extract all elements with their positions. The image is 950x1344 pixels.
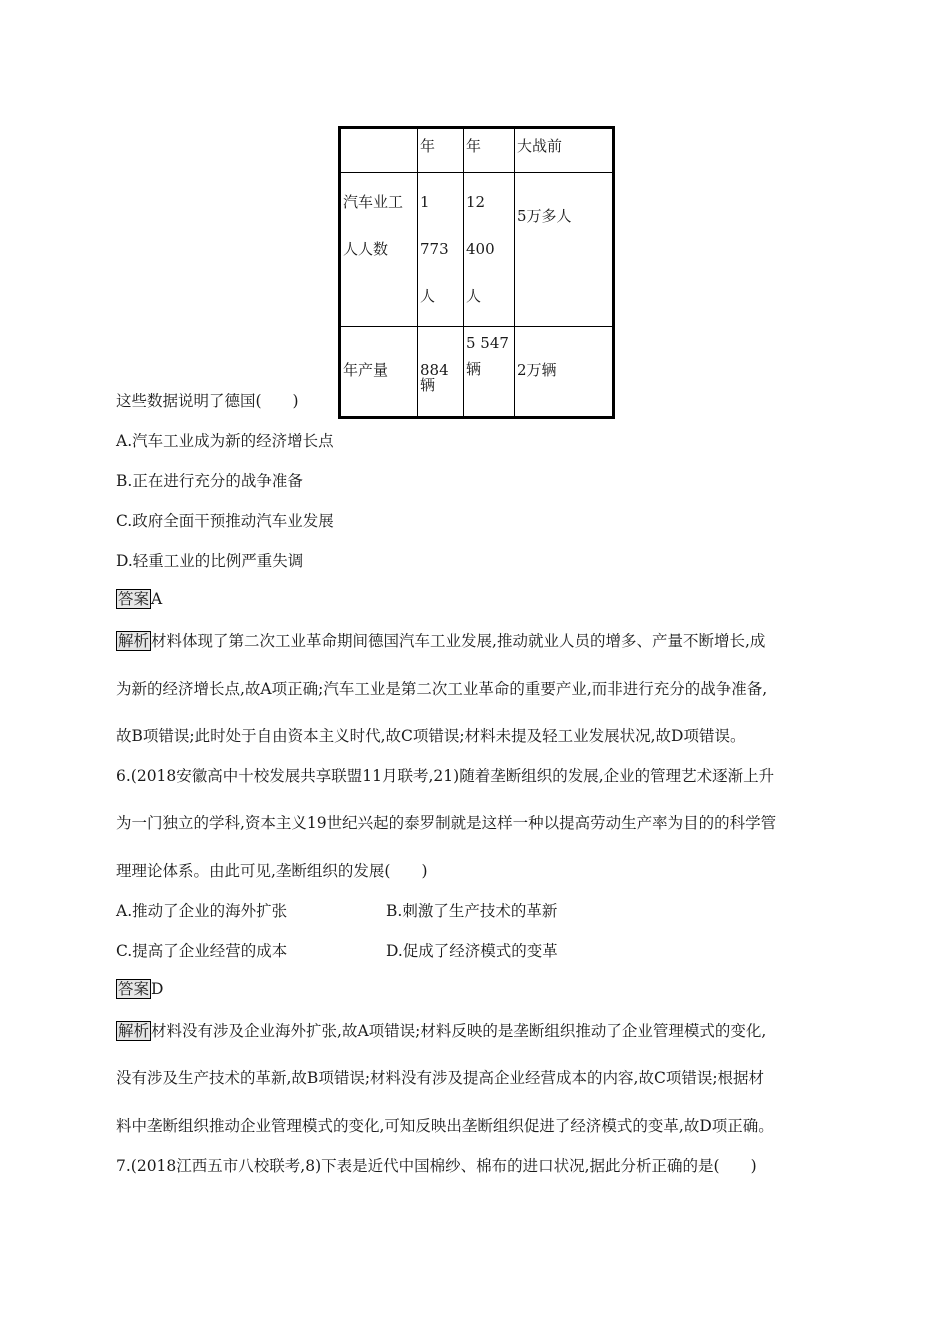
- q6-option-d: D.促成了经济模式的变革: [386, 942, 558, 960]
- q6-analysis-line: 料中垄断组织推动企业管理模式的变化,可知反映出垄断组织促进了经济模式的变革,故D项正确。: [116, 1117, 774, 1135]
- q5-analysis-line: 故B项错误;此时处于自由资本主义时代,故C项错误;材料未提及轻工业发展状况,故D项错误。: [116, 727, 746, 745]
- table-cell: [464, 173, 515, 327]
- cell-line: 人: [420, 287, 436, 305]
- q5-answer: [116, 589, 162, 609]
- q5-option-b: B.正在进行充分的战争准备: [116, 472, 303, 490]
- data-table: [338, 126, 615, 419]
- table-header-row: [340, 128, 614, 173]
- q6-answer: [116, 979, 163, 999]
- table-cell: [515, 327, 614, 418]
- cell-line: 5万多人: [517, 207, 572, 225]
- q5-option-d: D.轻重工业的比例严重失调: [116, 552, 304, 570]
- table-row: [340, 173, 614, 327]
- header-cell: 大战前: [515, 128, 614, 173]
- q5-option-a: A.汽车工业成为新的经济增长点: [116, 432, 334, 450]
- header-cell: 年: [418, 128, 464, 173]
- q5-stem: 这些数据说明了德国( ): [116, 392, 299, 410]
- table-cell: [464, 327, 515, 418]
- row-label-line: 人人数: [343, 240, 389, 258]
- cell-line: 人: [466, 287, 482, 305]
- q6-option-b: B.刺激了生产技术的革新: [386, 902, 558, 920]
- table-cell: [418, 173, 464, 327]
- analysis-tag: 解析: [118, 1022, 150, 1040]
- q6-stem-line: 理理论体系。由此可见,垄断组织的发展( ): [116, 862, 428, 880]
- row-label-cell: [340, 327, 418, 418]
- q5-analysis-line: [116, 629, 765, 651]
- q6-analysis-line: 没有涉及生产技术的革新,故B项错误;材料没有涉及提高企业经营成本的内容,故C项错误;根据材: [116, 1069, 765, 1087]
- q7-stem: 7.(2018江西五市八校联考,8)下表是近代中国棉纱、棉布的进口状况,据此分析正确的是( ): [116, 1157, 757, 1175]
- row-label-line: 汽车业工: [343, 193, 404, 211]
- row-label-line: 年产量: [343, 361, 389, 379]
- header-cell: [340, 128, 418, 173]
- cell-line: 1 773: [420, 193, 449, 258]
- table-cell: [515, 173, 614, 327]
- table-row: [340, 327, 614, 418]
- q6-analysis-line: [116, 1019, 766, 1041]
- answer-value: A: [151, 590, 163, 608]
- analysis-text: 材料没有涉及企业海外扩张,故A项错误;材料反映的是垄断组织推动了企业管理模式的变化,: [151, 1022, 767, 1040]
- cell-line: 5 547: [466, 334, 509, 352]
- q6-stem-line: 6.(2018安徽高中十校发展共享联盟11月联考,21)随着垄断组织的发展,企业的管理艺术逐渐上升: [116, 767, 775, 785]
- header-cell: 年: [464, 128, 515, 173]
- q6-stem-line: 为一门独立的学科,资本主义19世纪兴起的泰罗制就是这样一种以提高劳动生产率为目的的科学管: [116, 814, 777, 832]
- cell-line: 884辆: [420, 361, 449, 394]
- q6-option-c: C.提高了企业经营的成本: [116, 942, 288, 960]
- answer-value: D: [151, 980, 164, 998]
- table-cell: [418, 327, 464, 418]
- analysis-tag: 解析: [118, 632, 150, 650]
- data-table-container: [338, 126, 615, 419]
- analysis-text: 材料体现了第二次工业革命期间德国汽车工业发展,推动就业人员的增多、产量不断增长,成: [151, 632, 766, 650]
- row-label-cell: [340, 173, 418, 327]
- cell-line: 2万辆: [517, 361, 557, 379]
- cell-line: 辆: [466, 360, 482, 378]
- q5-option-c: C.政府全面干预推动汽车业发展: [116, 512, 334, 530]
- q6-option-a: A.推动了企业的海外扩张: [116, 902, 288, 920]
- cell-line: 12 400: [466, 193, 495, 258]
- answer-tag: 答案: [118, 590, 150, 608]
- answer-tag: 答案: [118, 980, 150, 998]
- q5-analysis-line: 为新的经济增长点,故A项正确;汽车工业是第二次工业革命的重要产业,而非进行充分的战争准备,: [116, 680, 768, 698]
